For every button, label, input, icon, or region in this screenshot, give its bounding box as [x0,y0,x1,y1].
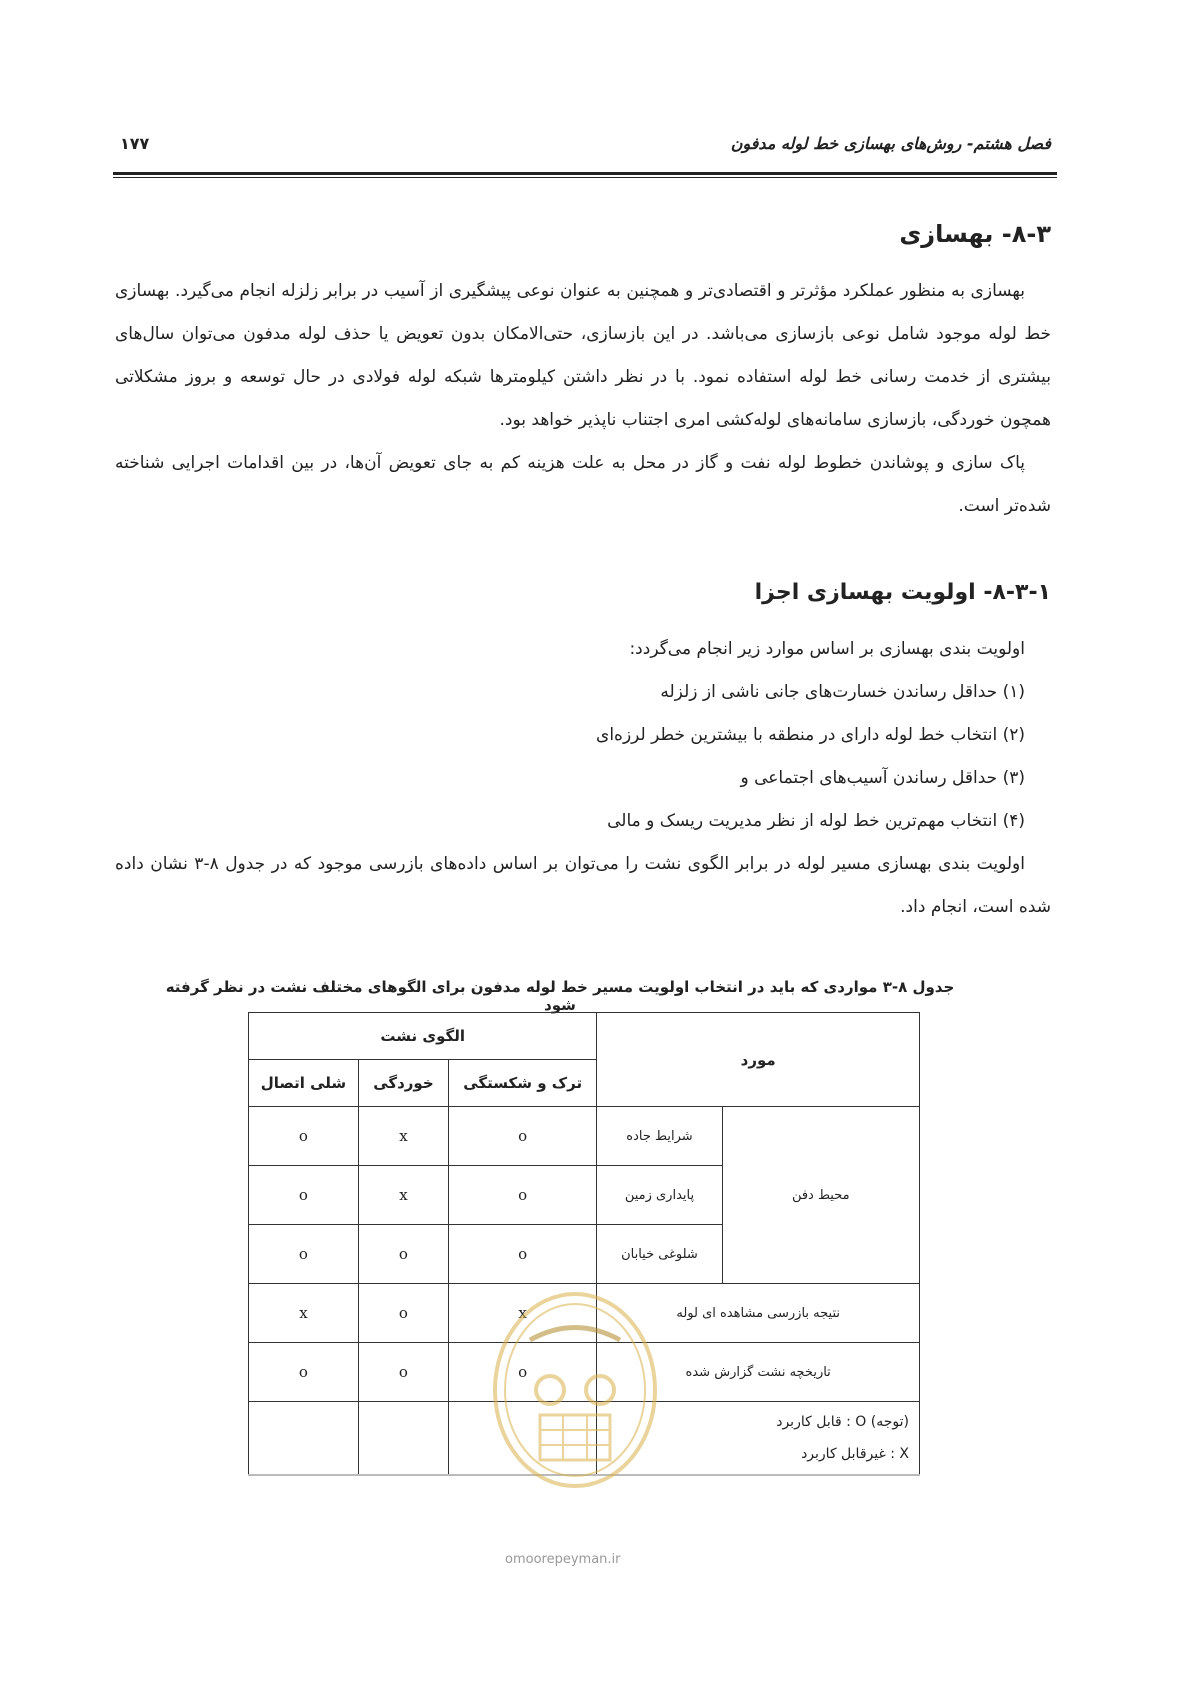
table-header-row [249,1013,920,1060]
subsection-heading: ۸-۳-۱- اولویت بهسازی اجزا [754,580,1051,605]
table-cell: x [358,1166,448,1225]
priority-list [115,671,1051,843]
table-cell: x [448,1284,596,1343]
column-header: ترک و شکستگی [448,1060,596,1107]
page-number: ۱۷۷ [120,134,150,153]
paragraph-closing: اولویت بندی بهسازی مسیر لوله در برابر الگوی نشت را می‌توان بر اساس داده‌های بازرسی موجود که در جدول ۸-۳ نشان داده شده است، انجام داد. [115,854,1051,917]
row-label: پایداری زمین [597,1166,722,1225]
table-cell: x [358,1107,448,1166]
table-cell: o [358,1225,448,1284]
row-label: نتیجه بازرسی مشاهده ای لوله [597,1284,920,1343]
row-label: تاریخچه نشت گزارش شده [597,1343,920,1402]
section-body [115,270,1051,528]
list-item: (۳) حداقل رساندن آسیب‌های اجتماعی و [740,768,1025,788]
section-heading: ۸-۳- بهسازی [899,220,1051,248]
table-cell: o [249,1343,359,1402]
running-header: فصل هشتم- روش‌های بهسازی خط لوله مدفون [730,134,1051,153]
column-header: خوردگی [358,1060,448,1107]
list-item: (۲) انتخاب خط لوله دارای در منطقه با بیشترین خطر لرزه‌ای [596,725,1025,745]
list-item: (۴) انتخاب مهم‌ترین خط لوله از نظر مدیریت ریسک و مالی [607,811,1025,831]
table-cell: o [358,1284,448,1343]
note-line: X : غیرقابل کاربرد [801,1446,909,1462]
table-cell: o [448,1225,596,1284]
table-cell: o [358,1343,448,1402]
table-cell: o [448,1343,596,1402]
empty-cell [249,1402,359,1476]
table-caption: جدول ۸-۳ مواردی که باید در انتخاب اولویت مسیر خط لوله مدفون برای الگوهای مختلف نشت در نظر گرفته شود [165,978,955,1014]
paragraph-intro: اولویت بندی بهسازی بر اساس موارد زیر انجام می‌گردد: [629,639,1025,659]
table-row [249,1107,920,1166]
column-header: شلی اتصال [249,1060,359,1107]
empty-cell [358,1402,448,1476]
paragraph: بهسازی به منظور عملکرد مؤثرتر و اقتصادی‌تر و همچنین به عنوان نوعی پیشگیری از آسیب در برابر زلزله انجام می‌گیرد. بهسازی خط لوله موجود شامل نوعی بازسازی می‌باشد. در این بازسازی، حتی‌الامکان بدون تعویض یا حذف لوله مدفون می‌توان سال‌های بیشتری از خدمت رسانی خط لوله استفاده نمود. با در نظر داشتن کیلومترها شبکه لوله فولادی در حال توسعه و بروز مشکلاتی همچون خوردگی، بازسازی سامانه‌های لوله‌کشی امری اجتناب ناپذیر خواهد بود. [115,281,1051,430]
paragraph: پاک سازی و پوشاندن خطوط لوله نفت و گاز در محل به علت هزینه کم به جای تعویض آن‌ها، در بین اقدامات اجرایی شناخته شده‌تر است. [115,453,1051,516]
table-cell: o [249,1107,359,1166]
note-line: (توجه) O : قابل کاربرد [776,1414,909,1430]
list-item: (۱) حداقل رساندن خسارت‌های جانی ناشی از زلزله [660,682,1025,702]
table-cell: o [249,1225,359,1284]
subsection-body [115,628,1051,929]
leak-pattern-header: الگوی نشت [249,1013,597,1060]
item-header: مورد [597,1013,920,1107]
header-rule [113,172,1057,175]
row-label: شرایط جاده [597,1107,722,1166]
table-cell: o [448,1107,596,1166]
header-rule-thin [113,177,1057,178]
group-label: محیط دفن [722,1107,919,1284]
table-cell: o [249,1166,359,1225]
watermark-url: omoorepeyman.ir [505,1552,621,1567]
watermark-seal-icon [490,1290,660,1490]
table-cell: o [448,1166,596,1225]
table-cell: x [249,1284,359,1343]
row-label: شلوغی خیابان [597,1225,722,1284]
